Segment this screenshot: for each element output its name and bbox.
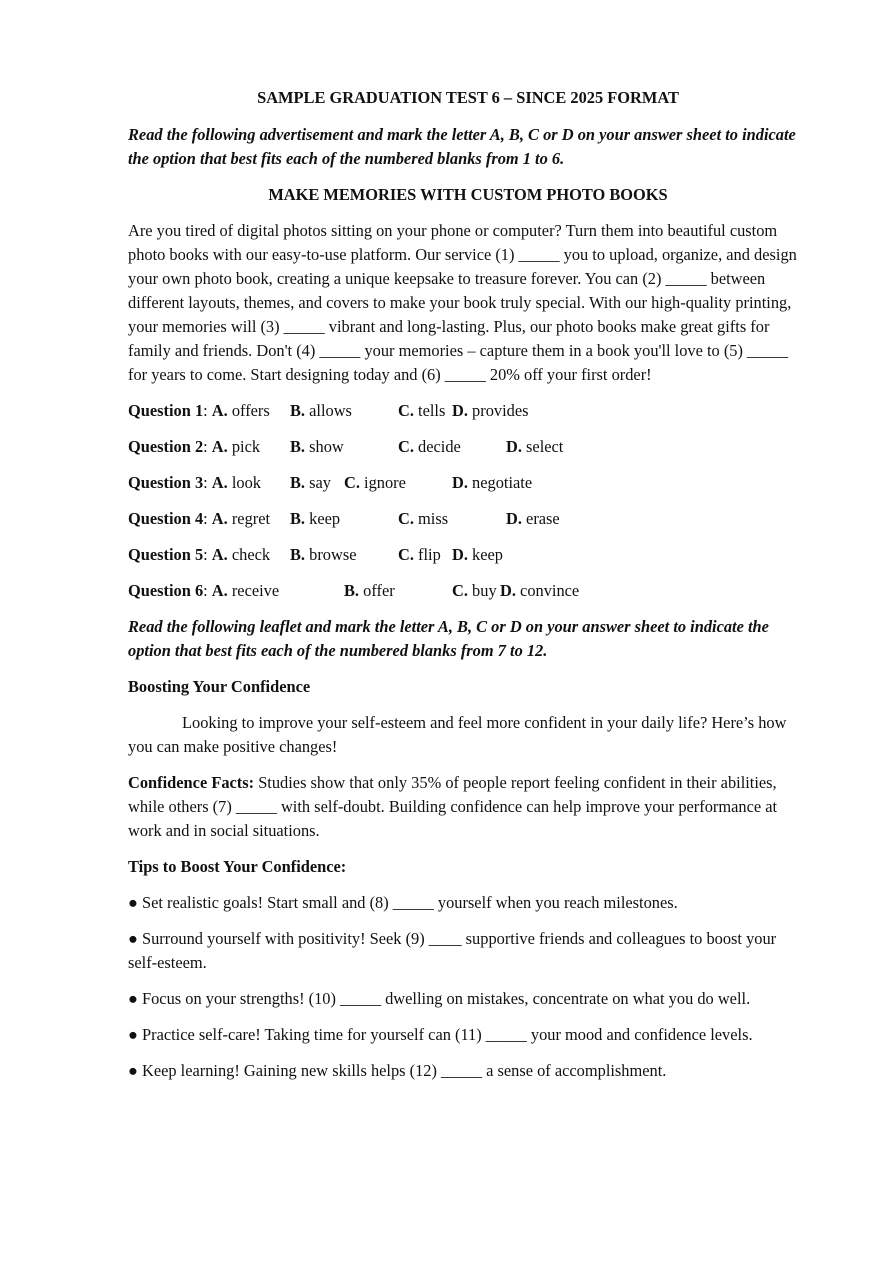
question-3: Question 3: A. look B. say C. ignore D. negotiate bbox=[128, 473, 533, 492]
option-letter-a: A. bbox=[211, 473, 228, 492]
option-letter-c: C. bbox=[452, 581, 468, 600]
option-letter-a: A. bbox=[211, 509, 228, 528]
question-4: Question 4: A. regret B. keep C. miss D. erase bbox=[128, 509, 560, 528]
option-c: decide bbox=[418, 437, 461, 456]
confidence-facts bbox=[128, 771, 808, 843]
option-letter-c: C. bbox=[398, 437, 414, 456]
option-c: ignore bbox=[364, 473, 406, 492]
option-a: pick bbox=[231, 437, 261, 456]
option-b: offer bbox=[363, 581, 395, 600]
option-b: allows bbox=[309, 401, 352, 420]
option-a: receive bbox=[231, 581, 280, 600]
option-letter-b: B. bbox=[290, 401, 306, 420]
question-1: Question 1: A. offers B. allows C. tells D. provides bbox=[128, 401, 529, 420]
facts-text: Studies show that only 35% of people report feeling confident in their abilities, while others (7) _____ with self-doubt. Building confidence can help improve your performance at work and in social situations. bbox=[128, 773, 778, 840]
option-letter-c: C. bbox=[398, 545, 414, 564]
option-d: erase bbox=[526, 509, 560, 528]
question-label: Question 6 bbox=[128, 581, 204, 600]
leaflet-intro: Looking to improve your self-esteem and feel more confident in your daily life? Here’s how you can make positive changes! bbox=[128, 713, 787, 756]
document-page bbox=[128, 86, 808, 1095]
option-letter-b: B. bbox=[290, 509, 306, 528]
option-letter-d: D. bbox=[452, 545, 468, 564]
option-d: select bbox=[526, 437, 564, 456]
option-d: provides bbox=[472, 401, 529, 420]
option-d: keep bbox=[472, 545, 503, 564]
option-letter-d: D. bbox=[506, 509, 522, 528]
option-c: buy bbox=[472, 581, 497, 600]
question-label: Question 1 bbox=[128, 401, 204, 420]
question-label: Question 3 bbox=[128, 473, 204, 492]
option-letter-a: A. bbox=[211, 581, 228, 600]
option-letter-c: C. bbox=[344, 473, 360, 492]
option-letter-b: B. bbox=[344, 581, 360, 600]
option-d: negotiate bbox=[472, 473, 533, 492]
tip-item: ● Keep learning! Gaining new skills helps (12) _____ a sense of accomplishment. bbox=[128, 1061, 667, 1080]
option-letter-d: D. bbox=[500, 581, 516, 600]
option-c: flip bbox=[418, 545, 441, 564]
question-5: Question 5: A. check B. browse C. flip D. keep bbox=[128, 545, 503, 564]
option-letter-d: D. bbox=[452, 401, 468, 420]
question-label: Question 4 bbox=[128, 509, 204, 528]
option-b: show bbox=[309, 437, 344, 456]
option-letter-c: C. bbox=[398, 401, 414, 420]
ad-passage: Are you tired of digital photos sitting on your phone or computer? Turn them into beautiful custom photo books with our easy-to-use platform. Our service (1) _____ you to upload, organize, and design your own photo book, creating a unique keepsake to treasure forever. You can (2) _____ between different layouts, themes, and covers to make your book truly special. With our high-quality printing, your memories will (3) _____ vibrant and long-lasting. Plus, our photo books make great gifts for family and friends. Don't (4) _____ your memories – capture them in a book you'll love to (5) _____ for years to come. Start designing today and (6) _____ 20% off your first order! bbox=[128, 221, 797, 384]
option-letter-b: B. bbox=[290, 437, 306, 456]
option-letter-a: A. bbox=[211, 545, 228, 564]
tip-item: ● Set realistic goals! Start small and (8) _____ yourself when you reach milestones. bbox=[128, 893, 678, 912]
option-b: say bbox=[309, 473, 331, 492]
option-c: miss bbox=[418, 509, 449, 528]
option-letter-d: D. bbox=[506, 437, 522, 456]
option-b: browse bbox=[309, 545, 357, 564]
option-letter-d: D. bbox=[452, 473, 468, 492]
option-a: look bbox=[231, 473, 261, 492]
leaflet-title: Boosting Your Confidence bbox=[128, 677, 311, 696]
option-letter-b: B. bbox=[290, 545, 306, 564]
tip-item: ● Focus on your strengths! (10) _____ dwelling on mistakes, concentrate on what you do well. bbox=[128, 989, 751, 1008]
instruction-part-2: Read the following leaflet and mark the letter A, B, C or D on your answer sheet to indicate the option that best fits each of the numbered blanks from 7 to 12. bbox=[128, 617, 769, 660]
option-a: offers bbox=[231, 401, 270, 420]
ad-title: MAKE MEMORIES WITH CUSTOM PHOTO BOOKS bbox=[268, 185, 668, 204]
option-letter-b: B. bbox=[290, 473, 306, 492]
question-label: Question 2 bbox=[128, 437, 204, 456]
question-6: Question 6: A. receive B. offer C. buy D. convince bbox=[128, 581, 580, 600]
question-label: Question 5 bbox=[128, 545, 204, 564]
option-letter-c: C. bbox=[398, 509, 414, 528]
question-2: Question 2: A. pick B. show C. decide D. select bbox=[128, 437, 564, 456]
option-a: regret bbox=[231, 509, 271, 528]
tips-title: Tips to Boost Your Confidence: bbox=[128, 857, 347, 876]
option-b: keep bbox=[309, 509, 341, 528]
tip-item: ● Practice self-care! Taking time for yourself can (11) _____ your mood and confidence levels. bbox=[128, 1025, 753, 1044]
option-c: tells bbox=[418, 401, 446, 420]
facts-label: Confidence Facts: bbox=[128, 773, 255, 792]
tip-item: ● Surround yourself with positivity! Seek (9) ____ supportive friends and colleagues to boost your self-esteem. bbox=[128, 929, 777, 972]
option-letter-a: A. bbox=[211, 437, 228, 456]
page-title: SAMPLE GRADUATION TEST 6 – SINCE 2025 FORMAT bbox=[257, 88, 679, 107]
instruction-part-1: Read the following advertisement and mark the letter A, B, C or D on your answer sheet to indicate the option that best fits each of the numbered blanks from 1 to 6. bbox=[128, 125, 796, 168]
option-letter-a: A. bbox=[211, 401, 228, 420]
option-d: convince bbox=[520, 581, 580, 600]
option-a: check bbox=[231, 545, 271, 564]
